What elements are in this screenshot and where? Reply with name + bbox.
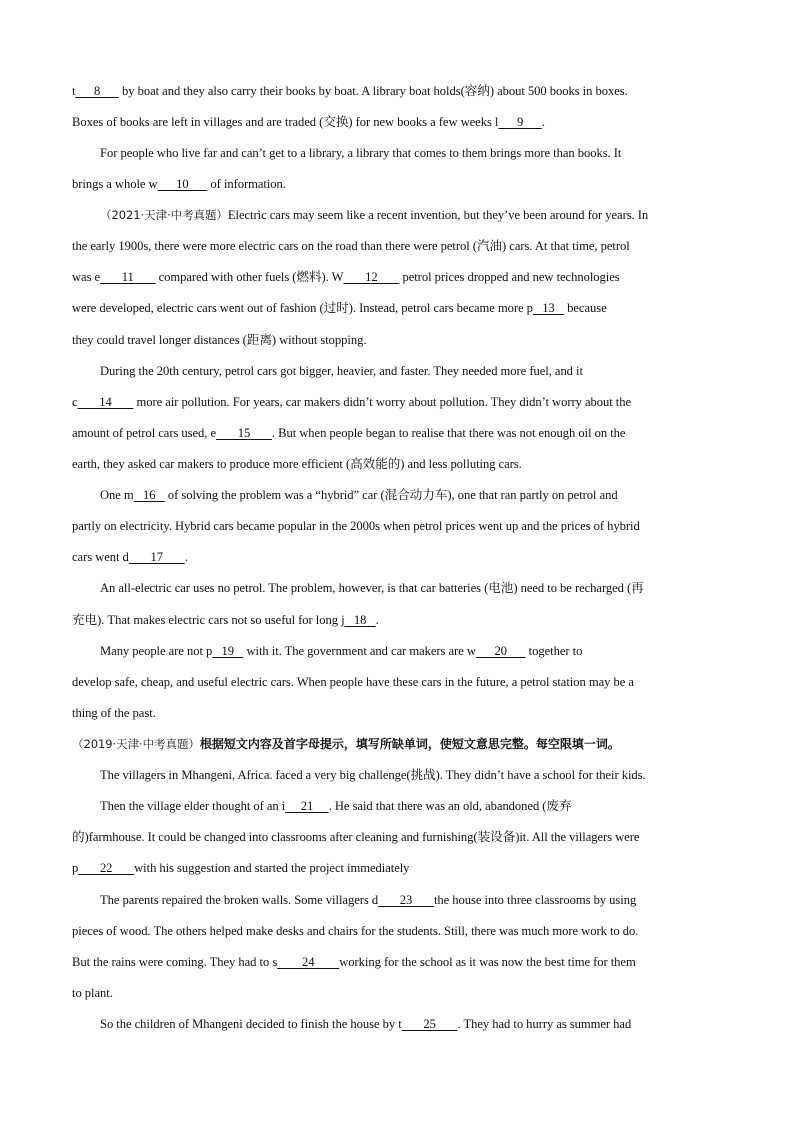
text-line (72, 548, 722, 566)
passage-text: the early 1900s, there were more electric cars on the road than there were petrol (汽油) cars. At that time, petrol (72, 239, 630, 253)
passage-text: Then the village elder thought of an i (100, 799, 286, 813)
passage-text: So the children of Mhangeni decided to finish the house by t (100, 1017, 402, 1031)
text-line (100, 206, 750, 224)
passage-text: amount of petrol cars used, e (72, 426, 217, 440)
passage-text: But the rains were coming. They had to s (72, 955, 278, 969)
answer-blank-18[interactable]: 18 (344, 613, 376, 627)
answer-blank-9[interactable]: 9 (498, 115, 542, 129)
text-line (72, 175, 722, 193)
text-line (100, 579, 750, 597)
text-line (72, 299, 722, 317)
answer-blank-12[interactable]: 12 (343, 270, 400, 284)
passage-text: partly on electricity. Hybrid cars became popular in the 2000s when petrol prices went up and the prices of hybrid (72, 519, 640, 533)
passage-text: working for the school as it was now the best time for them (339, 955, 636, 969)
passage-text: was e (72, 270, 101, 284)
passage-text: Many people are not p (100, 644, 213, 658)
answer-blank-17[interactable]: 17 (128, 550, 185, 564)
text-line (72, 455, 722, 473)
passage-text: 的)farmhouse. It could be changed into classrooms after cleaning and furnishing(装设备)it. All the villagers were (72, 830, 640, 844)
answer-blank-8[interactable]: 8 (75, 84, 119, 98)
text-line (72, 331, 722, 349)
answer-blank-24[interactable]: 24 (277, 955, 340, 969)
text-line (72, 735, 722, 753)
answer-blank-15[interactable]: 15 (216, 426, 272, 440)
answer-blank-10[interactable]: 10 (157, 177, 208, 191)
passage-text: During the 20th century, petrol cars got bigger, heavier, and faster. They needed more fuel, and it (100, 364, 583, 378)
answer-blank-13[interactable]: 13 (532, 301, 565, 315)
answer-blank-14[interactable]: 14 (77, 395, 134, 409)
passage-text: by boat and they also carry their books by boat. A library boat holds(容纳) about 500 books in boxes. (118, 84, 628, 98)
passage-text: of information. (207, 177, 286, 191)
text-line (72, 673, 722, 691)
text-line (100, 891, 750, 909)
passage-text: . They had to hurry as summer had (457, 1017, 632, 1031)
answer-blank-23[interactable]: 23 (378, 893, 434, 907)
passage-text: 充电). That makes electric cars not so useful for long j (72, 613, 345, 627)
answer-blank-25[interactable]: 25 (401, 1017, 458, 1031)
passage-text: earth, they asked car makers to produce more efficient (高效能的) and less polluting cars. (72, 457, 522, 471)
text-line (72, 517, 722, 535)
text-line (100, 766, 750, 784)
passage-text: with it. The government and car makers are w (243, 644, 476, 658)
passage-text: more air pollution. For years, car makers didn’t worry about pollution. They didn’t worry about the (133, 395, 632, 409)
passage-text: c (72, 395, 78, 409)
text-line (100, 1015, 750, 1033)
passage-text: because (564, 301, 607, 315)
passage-text: An all-electric car uses no petrol. The problem, however, is that car batteries (电池) need to be recharged (再 (100, 581, 644, 595)
text-line (72, 82, 722, 100)
answer-blank-20[interactable]: 20 (475, 644, 526, 658)
passage-text: p (72, 861, 79, 875)
passage-text: . But when people began to realise that there was not enough oil on the (271, 426, 626, 440)
text-line (72, 424, 722, 442)
text-line (72, 984, 722, 1002)
passage-text: cars went d (72, 550, 129, 564)
passage-text: The villagers in Mhangeni, Africa. faced a very big challenge(挑战). They didn’t have a school for their kids. (100, 768, 646, 782)
passage-text: thing of the past. (72, 706, 156, 720)
passage-text: they could travel longer distances (距离) without stopping. (72, 333, 367, 347)
text-line (72, 704, 722, 722)
passage-text: For people who live far and can’t get to a library, a library that comes to them brings more than books. It (100, 146, 622, 160)
answer-blank-21[interactable]: 21 (285, 799, 329, 813)
text-line (100, 144, 750, 162)
text-line (72, 611, 722, 629)
passage-text: together to (525, 644, 583, 658)
passage-text: develop safe, cheap, and useful electric cars. When people have these cars in the future, a petrol station may be a (72, 675, 634, 689)
passage-text: the house into three classrooms by using (433, 893, 637, 907)
passage-text: to plant. (72, 986, 113, 1000)
text-line (72, 828, 722, 846)
answer-blank-22[interactable]: 22 (78, 861, 135, 875)
passage-text: Electric cars may seem like a recent invention, but they’ve been around for years. In (227, 208, 649, 222)
passage-text: One m (100, 488, 134, 502)
passage-text: . (375, 613, 379, 627)
passage-text: . (541, 115, 545, 129)
exam-source-label: （2021·天津·中考真题） (100, 208, 228, 222)
passage-text: Boxes of books are left in villages and are traded (交换) for new books a few weeks l (72, 115, 499, 129)
answer-blank-19[interactable]: 19 (212, 644, 244, 658)
text-line (100, 486, 750, 504)
passage-text: of solving the problem was a “hybrid” car (混合动力车), one that ran partly on petrol and (164, 488, 618, 502)
text-line (72, 859, 722, 877)
passage-text: . (184, 550, 188, 564)
text-line (72, 268, 722, 286)
passage-text: t (72, 84, 76, 98)
passage-text: pieces of wood. The others helped make desks and chairs for the students. Still, there was much more work to do. (72, 924, 639, 938)
answer-blank-16[interactable]: 16 (133, 488, 165, 502)
exam-source-label: （2019·天津·中考真题） (72, 737, 200, 751)
text-line (72, 953, 722, 971)
passage-text: with his suggestion and started the project immediately (134, 861, 410, 875)
text-line (100, 797, 750, 815)
passage-text: petrol prices dropped and new technologies (399, 270, 620, 284)
passage-text: The parents repaired the broken walls. Some villagers d (100, 893, 379, 907)
text-line (72, 237, 722, 255)
text-line (100, 642, 750, 660)
answer-blank-11[interactable]: 11 (100, 270, 156, 284)
passage-text: . He said that there was an old, abandoned (废弃 (328, 799, 572, 813)
text-line (100, 362, 750, 380)
passage-text: were developed, electric cars went out of fashion (过时). Instead, petrol cars became more p (72, 301, 533, 315)
text-line (72, 922, 722, 940)
text-line (72, 113, 722, 131)
exercise-instruction: 根据短文内容及首字母提示，填写所缺单词，使短文意思完整。每空限填一词。 (199, 737, 620, 751)
passage-text: compared with other fuels (燃料). W (155, 270, 344, 284)
text-line (72, 393, 722, 411)
passage-text: brings a whole w (72, 177, 158, 191)
